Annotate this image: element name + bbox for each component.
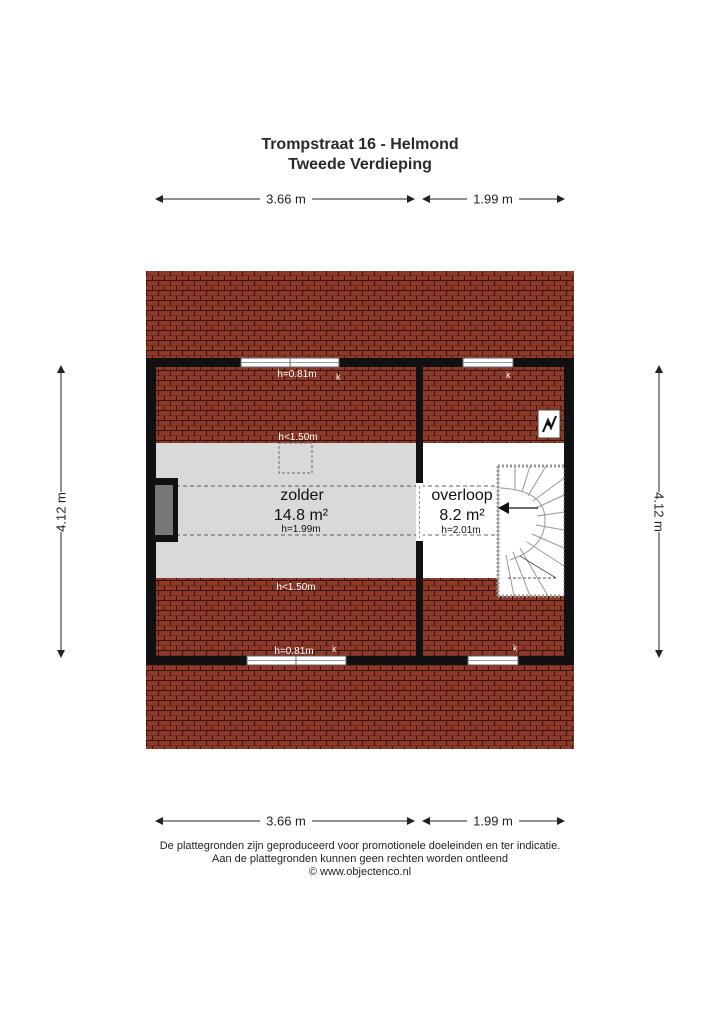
staircase[interactable]	[498, 466, 564, 596]
copyright-link[interactable]: © www.objectenco.nl	[308, 866, 412, 878]
zolder-height: h=1.99m	[281, 524, 321, 535]
window-top-left[interactable]	[241, 358, 339, 367]
window-marker: k	[513, 643, 518, 653]
overloop-area: 8.2 m²	[439, 507, 485, 524]
plan-address-title: Trompstraat 16 - Helmond	[261, 136, 459, 153]
depth-label-left: 4.12 m	[48, 492, 75, 532]
width-left-label-bottom: 3.66 m	[260, 814, 312, 829]
window-height-label: h=0.81m	[274, 646, 314, 657]
disclaimer-line-1: De plattegronden zijn geproduceerd voor promotionele doeleinden en ter indicatie.	[159, 840, 561, 852]
width-right-label: 1.99 m	[467, 192, 519, 207]
disclaimer-line-2: Aan de plattegronden kunnen geen rechten worden ontleend	[211, 853, 508, 865]
overloop-name: overloop	[431, 487, 493, 504]
window-bottom-right[interactable]	[468, 656, 518, 665]
low-height-label: h<1.50m	[276, 582, 316, 593]
window-height-label: h=0.81m	[277, 369, 317, 380]
window-marker: k	[336, 372, 341, 382]
width-left-label: 3.66 m	[260, 192, 312, 207]
width-right-label-bottom: 1.99 m	[467, 814, 519, 829]
zolder-name: zolder	[280, 487, 324, 504]
low-height-label: h<1.50m	[278, 432, 318, 443]
depth-label-right: 4.12 m	[646, 492, 673, 532]
window-bottom-left[interactable]	[247, 656, 346, 665]
heater-icon	[538, 410, 560, 438]
overloop-height: h=2.01m	[441, 525, 481, 536]
zolder-area: 14.8 m²	[273, 507, 329, 524]
window-marker: k	[332, 644, 337, 654]
plan-floor-title: Tweede Verdieping	[288, 156, 432, 173]
window-marker: k	[506, 370, 511, 380]
chimney-flue	[155, 485, 173, 535]
window-top-right[interactable]	[463, 358, 513, 367]
